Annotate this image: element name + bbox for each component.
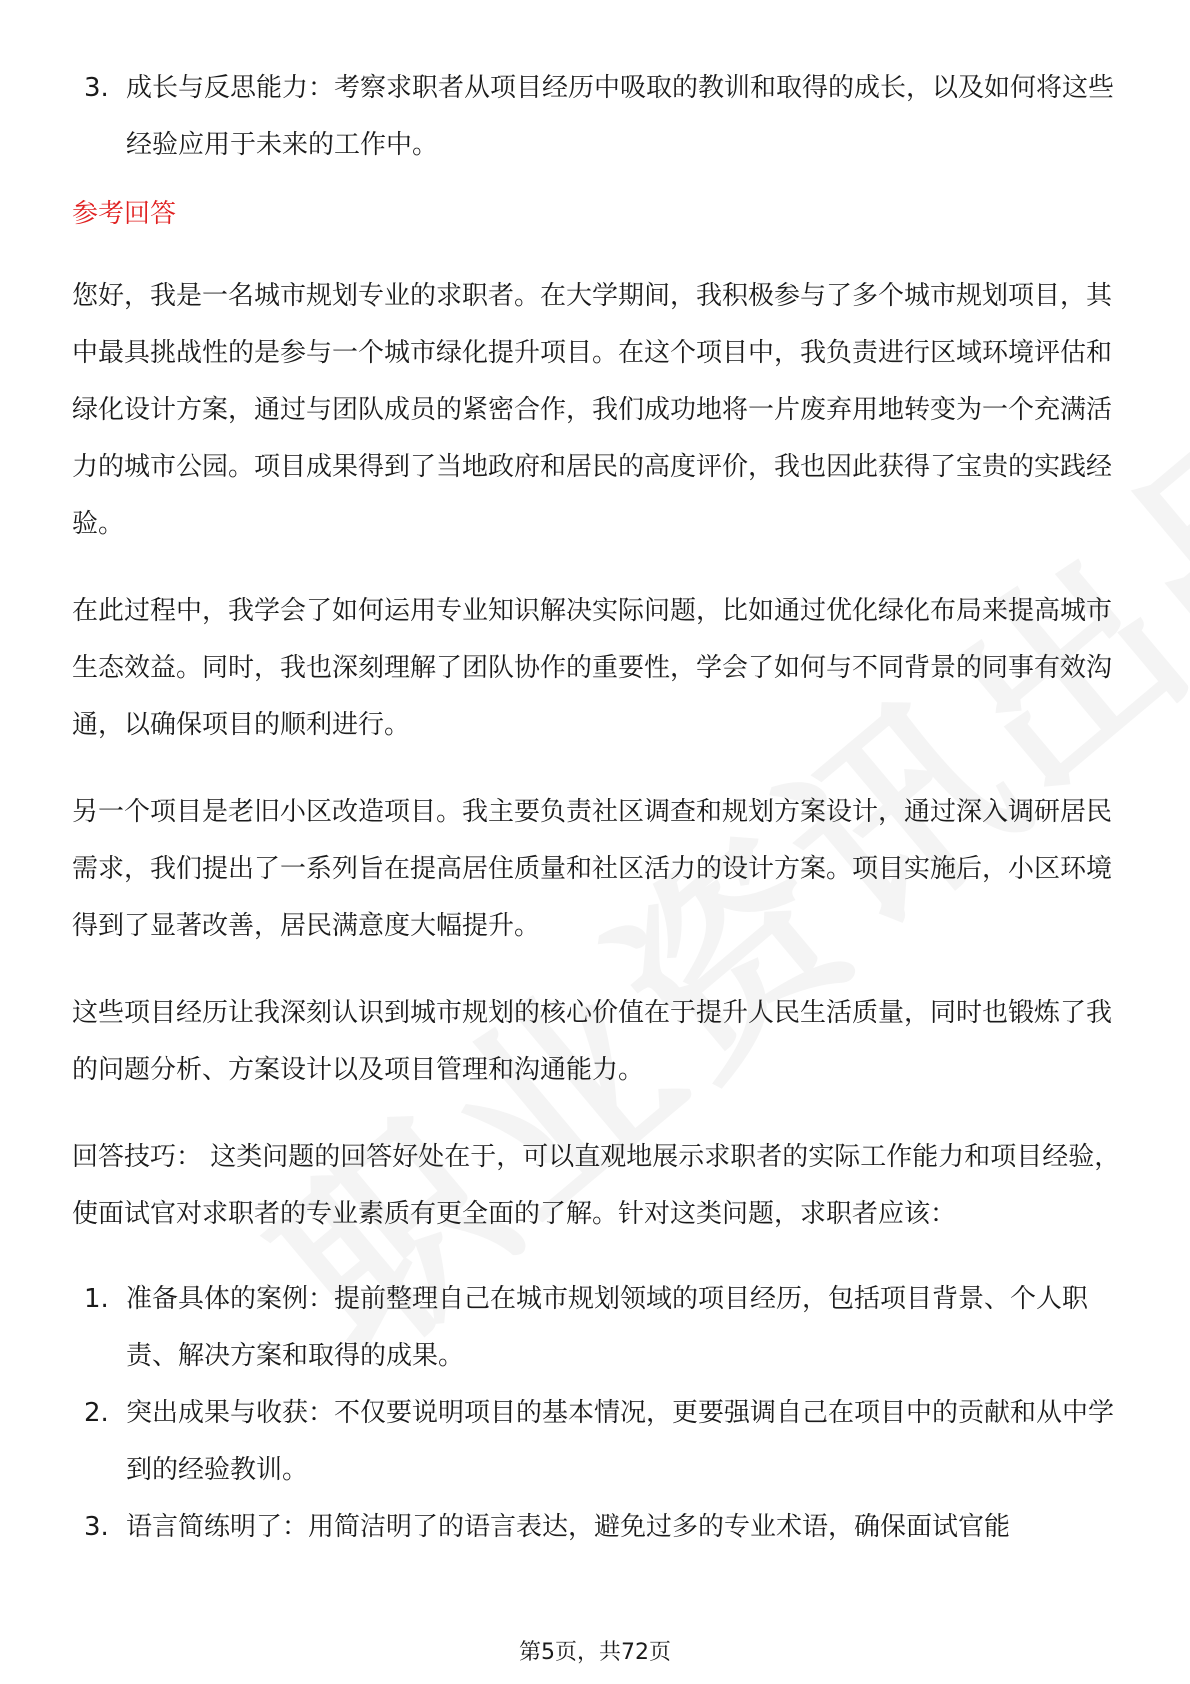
document-page: [72, 60, 1122, 1556]
list-item: [72, 60, 1122, 174]
list-item-text: 语言简练明了：用简洁明了的语言表达，避免过多的专业术语，确保面试官能: [126, 1512, 1011, 1542]
list-item-number: 1.: [84, 1284, 109, 1314]
list-item: [72, 1385, 1122, 1499]
list-item-number: 3.: [84, 1512, 109, 1542]
list-item: [72, 1499, 1122, 1556]
tip-list: [72, 1271, 1122, 1556]
list-item: [72, 1271, 1122, 1385]
page-footer: 第5页，共72页: [519, 1640, 671, 1665]
list-item-number: 2.: [84, 1398, 109, 1428]
tip-paragraph: 回答技巧： 这类问题的回答好处在于，可以直观地展示求职者的实际工作能力和项目经验，使面试官对求职者的专业素质有更全面的了解。针对这类问题，求职者应该：: [72, 1142, 1121, 1229]
answer-paragraph-4: 这些项目经历让我深刻认识到城市规划的核心价值在于提升人民生活质量，同时也锻炼了我的问题分析、方案设计以及项目管理和沟通能力。: [72, 998, 1113, 1085]
list-item-number: 3.: [84, 73, 109, 103]
answer-paragraph-3: 另一个项目是老旧小区改造项目。我主要负责社区调查和规划方案设计，通过深入调研居民需求，我们提出了一系列旨在提高居住质量和社区活力的设计方案。项目实施后，小区环境得到了显著改善，居民满意度大幅提升。: [72, 797, 1113, 941]
list-item-text: 准备具体的案例：提前整理自己在城市规划领域的项目经历，包括项目背景、个人职责、解决方案和取得的成果。: [126, 1284, 1089, 1371]
list-item-text: 突出成果与收获：不仅要说明项目的基本情况，更要强调自己在项目中的贡献和从中学到的经验教训。: [126, 1398, 1115, 1485]
section-heading: 参考回答: [72, 199, 177, 229]
answer-paragraph-1: 您好，我是一名城市规划专业的求职者。在大学期间，我积极参与了多个城市规划项目，其中最具挑战性的是参与一个城市绿化提升项目。在这个项目中，我负责进行区域环境评估和绿化设计方案，通过与团队成员的紧密合作，我们成功地将一片废弃用地转变为一个充满活力的城市公园。项目成果得到了当地政府和居民的高度评价，我也因此获得了宝贵的实践经验。: [72, 281, 1113, 539]
answer-paragraph-2: 在此过程中，我学会了如何运用专业知识解决实际问题，比如通过优化绿化布局来提高城市生态效益。同时，我也深刻理解了团队协作的重要性，学会了如何与不同背景的同事有效沟通，以确保项目的顺利进行。: [72, 596, 1113, 740]
criteria-list: [72, 60, 1122, 174]
list-item-text: 成长与反思能力：考察求职者从项目经历中吸取的教训和取得的成长，以及如何将这些经验应用于未来的工作中。: [126, 73, 1115, 160]
